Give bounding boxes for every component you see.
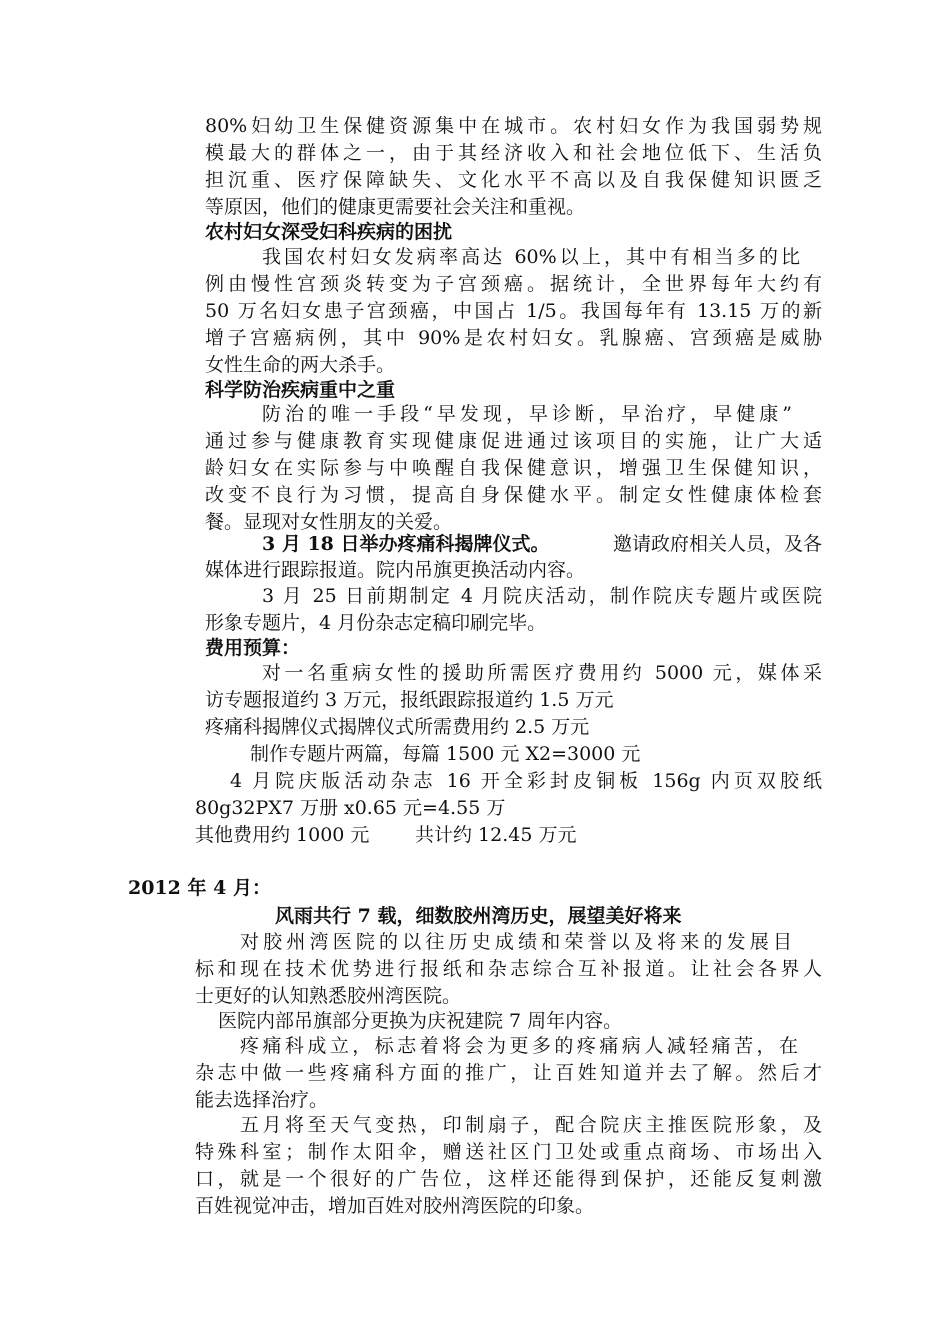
intro-line: 等原因，他们的健康更需要社会关注和重视。	[205, 196, 586, 218]
budget-line: 4 月院庆版活动杂志 16 开全彩封皮铜板 156g 内页双胶纸	[230, 770, 822, 792]
paragraph-line: 杂志中做一些疼痛科方面的推广，让百姓知道并去了解。然后才	[195, 1062, 822, 1084]
paragraph-line: 媒体进行跟踪报道。院内吊旗更换活动内容。	[205, 559, 586, 581]
paragraph-line: 龄妇女在实际参与中唤醒自我保健意识，增强卫生保健知识，	[205, 457, 822, 479]
paragraph-line: 形象专题片，4 月份杂志定稿印刷完毕。	[205, 612, 547, 634]
intro-line: 模最大的群体之一，由于其经济收入和社会地位低下、生活负	[205, 142, 822, 164]
section-heading: 农村妇女深受妇科疾病的困扰	[205, 221, 453, 243]
paragraph-line: 例由慢性宫颈炎转变为子宫颈癌。据统计，全世界每年大约有	[205, 273, 822, 295]
month-heading: 2012 年 4 月：	[128, 877, 271, 899]
section-heading: 科学防治疾病重中之重	[205, 379, 396, 401]
paragraph-line: 口，就是一个很好的广告位，这样还能得到保护，还能反复刺激	[195, 1168, 822, 1190]
intro-line: 80%妇幼卫生保健资源集中在城市。农村妇女作为我国弱势规	[205, 115, 822, 137]
paragraph-line: 对胶州湾医院的以往历史成绩和荣誉以及将来的发展目	[240, 931, 792, 953]
paragraph-line: 五月将至天气变热，印制扇子，配合院庆主推医院形象，及	[240, 1114, 822, 1136]
paragraph-line: 增子宫癌病例，其中 90%是农村妇女。乳腺癌、宫颈癌是威胁	[205, 327, 822, 349]
budget-line: 80g32PX7 万册 x0.65 元=4.55 万	[195, 797, 506, 819]
paragraph-line: 防治的唯一手段“早发现，早诊断，早治疗，早健康”	[262, 403, 792, 425]
paragraph-line: 50 万名妇女患子宫颈癌，中国占 1/5。我国每年有 13.15 万的新	[205, 300, 822, 322]
paragraph-line	[262, 531, 822, 558]
paragraph-line: 百姓视觉冲击，增加百姓对胶州湾医院的印象。	[195, 1195, 595, 1217]
paragraph-line: 士更好的认知熟悉胶州湾医院。	[195, 985, 462, 1007]
paragraph-line: 改变不良行为习惯，提高自身保健水平。制定女性健康体检套	[205, 484, 822, 506]
paragraph-line: 我国农村妇女发病率高达 60%以上，其中有相当多的比	[262, 246, 800, 268]
intro-line: 担沉重、医疗保障缺失、文化水平不高以及自我保健知识匮乏	[205, 169, 822, 191]
section-heading: 费用预算：	[205, 637, 301, 659]
paragraph-line: 特殊科室；制作太阳伞，赠送社区门卫处或重点商场、市场出入	[195, 1141, 822, 1163]
paragraph-line: 能去选择治疗。	[195, 1089, 329, 1111]
paragraph-line: 3 月 25 日前期制定 4 月院庆活动，制作院庆专题片或医院	[262, 585, 822, 607]
budget-line: 对一名重病女性的援助所需医疗费用约 5000 元，媒体采	[262, 662, 822, 684]
paragraph-line: 标和现在技术优势进行报纸和杂志综合互补报道。让社会各界人	[195, 958, 822, 980]
paragraph-line: 餐。显现对女性朋友的关爱。	[205, 511, 453, 533]
paragraph-line: 通过参与健康教育实现健康促进通过该项目的实施，让广大适	[205, 430, 822, 452]
budget-line: 其他费用约 1000 元	[195, 824, 370, 846]
paragraph-line: 医院内部吊旗部分更换为庆祝建院 7 周年内容。	[218, 1010, 623, 1032]
paragraph-line: 疼痛科成立，标志着将会为更多的疼痛病人减轻痛苦，在	[240, 1035, 798, 1057]
budget-line: 疼痛科揭牌仪式揭牌仪式所需费用约 2.5 万元	[205, 716, 590, 738]
budget-line: 访专题报道约 3 万元，报纸跟踪报道约 1.5 万元	[205, 689, 614, 711]
paragraph-line: 女性生命的两大杀手。	[205, 354, 396, 376]
budget-line: 制作专题片两篇，每篇 1500 元 X2=3000 元	[250, 743, 641, 765]
section-title: 风雨共行 7 载，细数胶州湾历史，展望美好将来	[275, 905, 682, 927]
event-date-highlight: 3 月 18 日举办疼痛科揭牌仪式。	[262, 533, 550, 555]
event-text: 邀请政府相关人员，及各	[612, 533, 822, 555]
budget-total: 共计约 12.45 万元	[415, 824, 577, 846]
